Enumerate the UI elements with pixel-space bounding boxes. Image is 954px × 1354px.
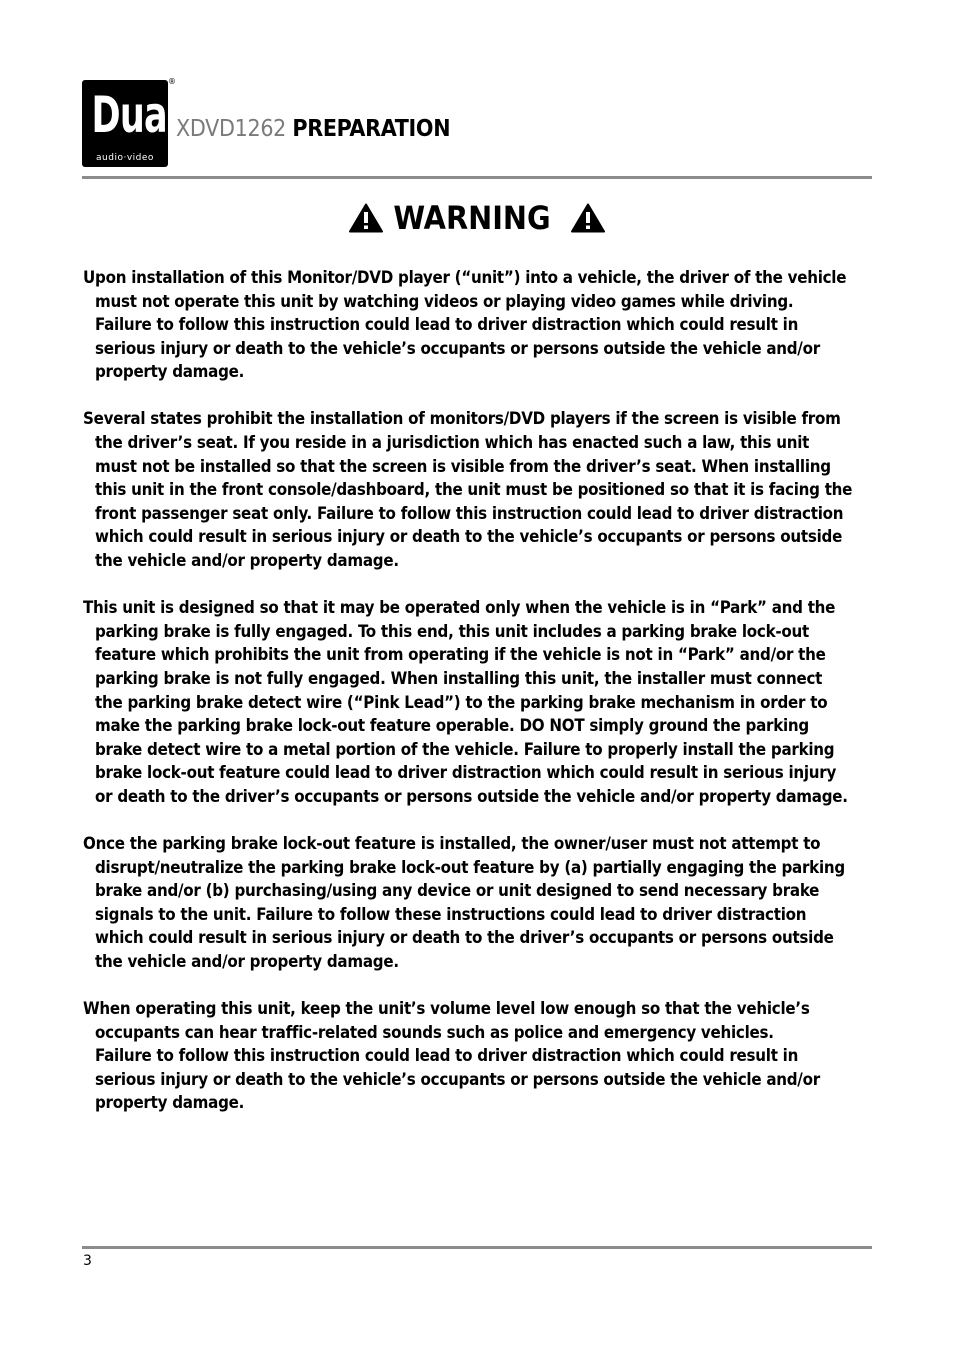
page-title [176, 115, 450, 143]
logo-brand: Dual [91, 86, 179, 144]
footer-divider [82, 1246, 872, 1249]
section-title: PREPARATION [292, 116, 451, 142]
dual-logo [82, 80, 179, 167]
header-divider [82, 176, 872, 179]
warning-triangle-icon [571, 200, 605, 230]
warning-heading [0, 194, 954, 240]
registered-mark: ® [168, 77, 176, 86]
warning-body [83, 266, 875, 1139]
warning-paragraph: This unit is designed so that it may be operated only when the vehicle is in “Park” and the parking brake is fully engaged. To this end, this unit includes a parking brake lock-out feature which prohibits the unit from operating if the vehicle is not in “Park” and/or the parking brake is not fully engaged. When installing this unit, the installer must connect the parking brake detect wire (“Pink Lead”) to the parking brake mechanism in order to make the parking brake lock-out feature operable. DO NOT simply ground the parking brake detect wire to a metal portion of the vehicle. Failure to properly install the parking brake lock-out feature could lead to driver distraction which could result in serious injury or death to the driver’s occupants or persons outside the vehicle and/or property damage. [83, 597, 848, 806]
warning-paragraph: Several states prohibit the installation of monitors/DVD players if the screen is visible from the driver’s seat. If you reside in a jurisdiction which has enacted such a law, this unit must not be installed so that the screen is visible from the driver’s seat. When installing this unit in the front console/dashboard, the unit must be positioned so that it is facing the front passenger seat only. Failure to follow this instruction could lead to driver distraction which could result in serious injury or death to the vehicle’s occupants or persons outside the vehicle and/or property damage. [83, 408, 853, 571]
warning-paragraph: When operating this unit, keep the unit’s volume level low enough so that the vehicle’s occupants can hear traffic-related sounds such as police and emergency vehicles. Failure to follow this instruction could lead to driver distraction which could result in serious injury or death to the vehicle’s occupants or persons outside the vehicle and/or property damage. [83, 998, 820, 1113]
warning-title: WARNING [393, 199, 551, 237]
logo-tagline: audio·video [96, 153, 154, 163]
page-number: 3 [83, 1253, 92, 1269]
warning-triangle-icon [349, 200, 383, 230]
page-header [82, 77, 872, 176]
model-number: XDVD1262 [176, 116, 287, 142]
warning-paragraph: Once the parking brake lock-out feature is installed, the owner/user must not attempt to disrupt/neutralize the parking brake lock-out feature by (a) partially engaging the parking brake and/or (b) purchasing/using any device or unit designed to send necessary brake signals to the unit. Failure to follow these instructions could lead to driver distraction which could result in serious injury or death to the driver’s occupants or persons outside the vehicle and/or property damage. [83, 832, 845, 971]
warning-paragraph: Upon installation of this Monitor/DVD player (“unit”) into a vehicle, the driver of the vehicle must not operate this unit by watching videos or playing video games while driving. Failure to follow this instruction could lead to driver distraction which could result in serious injury or death to the vehicle’s occupants or persons outside the vehicle and/or property damage. [83, 267, 847, 382]
